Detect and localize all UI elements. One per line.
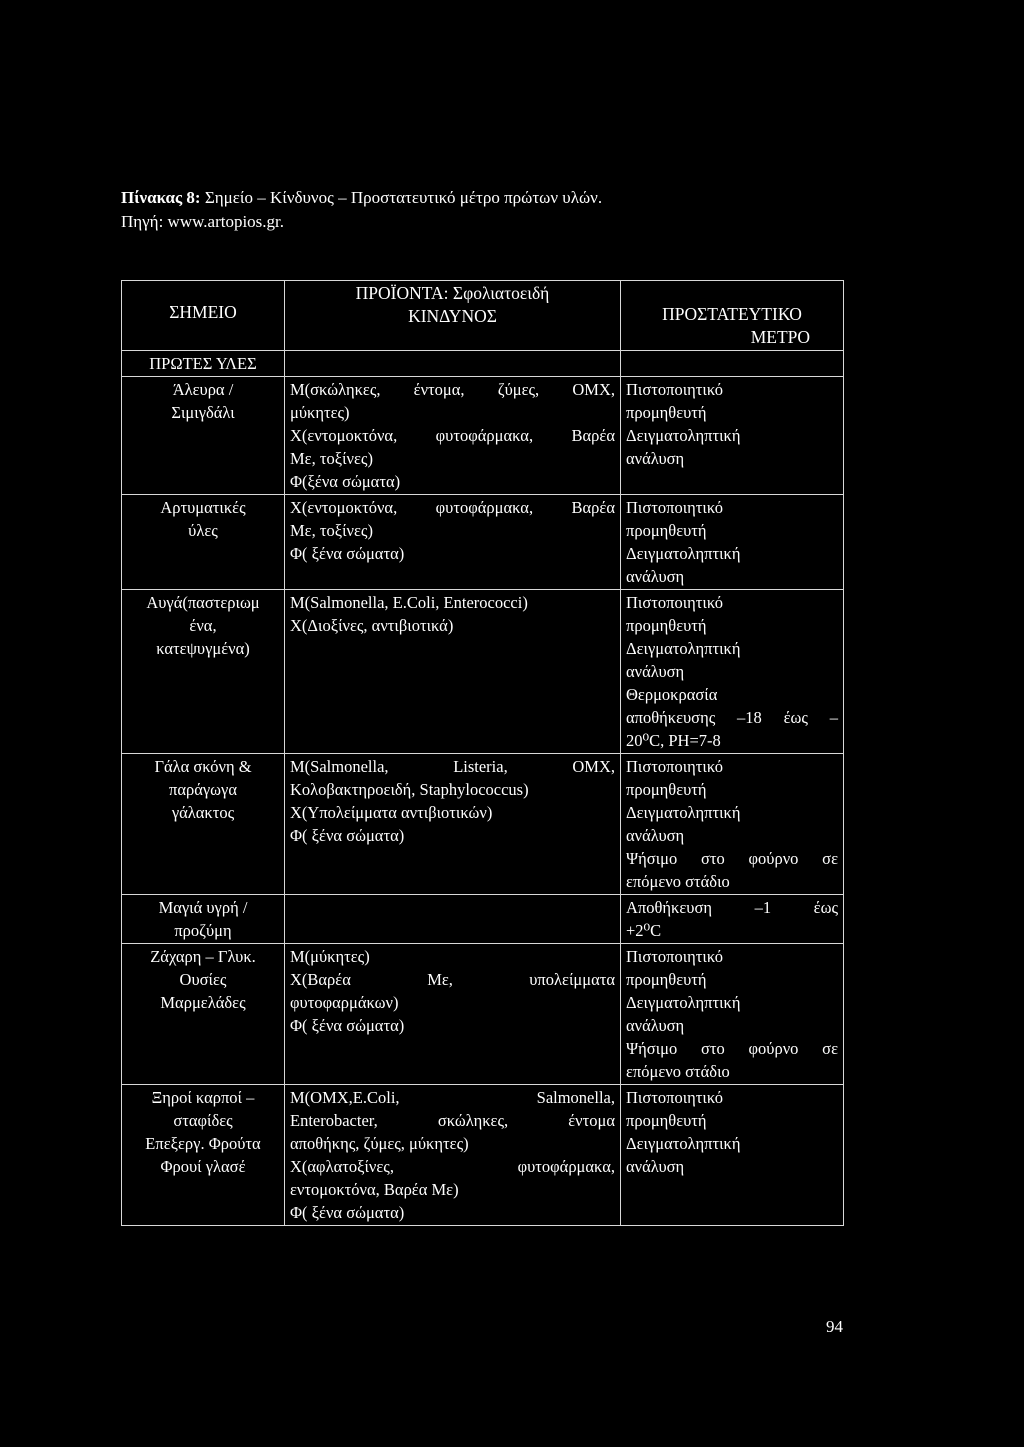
hazard-line: Φ(ξένα σώματα) (290, 472, 401, 491)
measure-line: ανάλυση (626, 1016, 685, 1035)
hazard-cell (285, 590, 621, 754)
point-line: Άλευρα / (172, 380, 234, 399)
header-product: ΠΡΟΪΟΝΤΑ: Σφολιατοειδή (355, 283, 550, 303)
hazard-line: Χ(Διοξίνες, αντιβιοτικά) (290, 616, 454, 635)
measure-line: προμηθευτή (626, 521, 707, 540)
measure-cell (621, 495, 844, 590)
caption-title: Σημείο – Κίνδυνος – Προστατευτικό μέτρο πρώτων υλών. (200, 188, 603, 207)
measure-cell (621, 377, 844, 495)
section-empty-cell (285, 351, 621, 377)
measure-line: ανάλυση (626, 1157, 685, 1176)
hazard-line: Κολοβακτηροειδή, Staphylococcus) (290, 780, 529, 799)
point-line: προζύμη (174, 921, 232, 940)
point-cell (122, 895, 285, 944)
header-hazard (285, 281, 621, 351)
measure-line: προμηθευτή (626, 403, 707, 422)
table-row (122, 377, 844, 495)
point-line: ένα, (189, 616, 217, 635)
hazard-line: Χ(εντομοκτόνα, φυτοφάρμακα, Βαρέα (290, 426, 615, 445)
measure-cell (621, 944, 844, 1085)
hazard-cell (285, 944, 621, 1085)
measure-line: προμηθευτή (626, 1111, 707, 1130)
section-empty-cell (621, 351, 844, 377)
point-line: Μαρμελάδες (160, 993, 246, 1012)
measure-line: 20⁰C, PH=7-8 (626, 731, 721, 750)
hazard-line: Με, τοξίνες) (290, 449, 373, 468)
point-line: γάλακτος (171, 803, 235, 822)
hazard-line: μύκητες) (290, 403, 350, 422)
point-line: ύλες (188, 521, 218, 540)
point-cell (122, 377, 285, 495)
point-cell (122, 754, 285, 895)
table-row (122, 895, 844, 944)
measure-cell (621, 754, 844, 895)
table-row (122, 1085, 844, 1226)
header-measure-line1: ΠΡΟΣΤΑΤΕΥΤΙΚΟ (662, 304, 802, 324)
hazard-line: Φ( ξένα σώματα) (290, 1016, 405, 1035)
point-line: Ξηροί καρποί – (151, 1088, 255, 1107)
hazard-line: Μ(Salmonella, Listeria, ΟΜΧ, (290, 757, 615, 776)
point-line: κατεψυγμένα) (156, 639, 250, 658)
header-row (122, 281, 844, 351)
measure-line: Πιστοποιητικό (626, 757, 724, 776)
measure-line: Πιστοποιητικό (626, 1088, 724, 1107)
measure-line: προμηθευτή (626, 970, 707, 989)
measure-line: επόμενο στάδιο (626, 872, 730, 891)
point-line: Αυγά(παστεριωμ (146, 593, 260, 612)
hazard-line: Μ(ΟΜΧ,E.Coli, Salmonella, (290, 1088, 615, 1107)
point-line: Επεξεργ. Φρούτα (145, 1134, 261, 1153)
measure-line: Δειγματοληπτική (626, 426, 741, 445)
hazard-line: Φ( ξένα σώματα) (290, 1203, 405, 1222)
point-cell (122, 590, 285, 754)
measure-line: ανάλυση (626, 567, 685, 586)
measure-line: Δειγματοληπτική (626, 803, 741, 822)
measure-line: αποθήκευσης –18 έως – (626, 708, 838, 727)
point-cell (122, 944, 285, 1085)
table-row (122, 590, 844, 754)
point-cell (122, 1085, 285, 1226)
hazard-cell (285, 495, 621, 590)
measure-line: Ψήσιμο στο φούρνο σε (626, 849, 838, 868)
table-row (122, 944, 844, 1085)
table-caption (121, 186, 841, 234)
hazard-line: Μ(μύκητες) (290, 947, 370, 966)
table-row (122, 754, 844, 895)
measure-line: Δειγματοληπτική (626, 639, 741, 658)
hazard-table (121, 280, 844, 1226)
hazard-line: Φ( ξένα σώματα) (290, 544, 405, 563)
measure-cell (621, 1085, 844, 1226)
point-line: Ζάχαρη – Γλυκ. (150, 947, 256, 966)
hazard-line: Φ( ξένα σώματα) (290, 826, 405, 845)
measure-line: Δειγματοληπτική (626, 993, 741, 1012)
point-line: Γάλα σκόνη & (154, 757, 252, 776)
header-measure (621, 281, 844, 351)
header-measure-line2: ΜΕΤΡΟ (750, 327, 810, 347)
measure-line: Δειγματοληπτική (626, 1134, 741, 1153)
hazard-line: Χ(εντομοκτόνα, φυτοφάρμακα, Βαρέα (290, 498, 615, 517)
measure-line: επόμενο στάδιο (626, 1062, 730, 1081)
point-line: Ουσίες (179, 970, 227, 989)
hazard-line: Χ(Βαρέα Με, υπολείμματα (290, 970, 615, 989)
caption-title-line (121, 186, 841, 210)
header-point: ΣΗΜΕΙΟ (122, 281, 285, 351)
caption-label: Πίνακας 8: (121, 188, 201, 207)
measure-line: Δειγματοληπτική (626, 544, 741, 563)
hazard-line: φυτοφαρμάκων) (290, 993, 399, 1012)
point-line: παράγωγα (169, 780, 237, 799)
caption-source: Πηγή: www.artopios.gr. (121, 212, 285, 231)
header-hazard-label: ΚΙΝΔΥΝΟΣ (408, 306, 497, 326)
measure-line: προμηθευτή (626, 780, 707, 799)
measure-cell (621, 590, 844, 754)
point-line: Αρτυματικές (160, 498, 246, 517)
hazard-line: Μ(σκώληκες, έντομα, ζύμες, ΟΜΧ, (290, 380, 615, 399)
section-label: ΠΡΩΤΕΣ ΥΛΕΣ (122, 351, 285, 377)
point-line: Μαγιά υγρή / (158, 898, 248, 917)
table-row (122, 495, 844, 590)
hazard-line: Enterobacter, σκώληκες, έντομα (290, 1111, 615, 1130)
section-row (122, 351, 844, 377)
measure-line: ανάλυση (626, 826, 685, 845)
point-line: Σιμιγδάλι (171, 403, 235, 422)
point-line: σταφίδες (173, 1111, 233, 1130)
hazard-line: Μ(Salmonella, E.Coli, Enterococci) (290, 593, 528, 612)
point-cell (122, 495, 285, 590)
measure-line: προμηθευτή (626, 616, 707, 635)
measure-line: Πιστοποιητικό (626, 593, 724, 612)
measure-line: Ψήσιμο στο φούρνο σε (626, 1039, 838, 1058)
measure-line: ανάλυση (626, 449, 685, 468)
measure-cell (621, 895, 844, 944)
hazard-cell (285, 895, 621, 944)
hazard-line: Με, τοξίνες) (290, 521, 373, 540)
hazard-cell (285, 754, 621, 895)
measure-line: ανάλυση (626, 662, 685, 681)
page-number: 94 (826, 1317, 843, 1336)
measure-line: +2⁰C (626, 921, 662, 940)
hazard-cell (285, 1085, 621, 1226)
measure-line: Αποθήκευση –1 έως (626, 898, 838, 917)
hazard-line: εντομοκτόνα, Βαρέα Με) (290, 1180, 459, 1199)
measure-line: Πιστοποιητικό (626, 380, 724, 399)
hazard-line: αποθήκης, ζύμες, μύκητες) (290, 1134, 469, 1153)
measure-line: Πιστοποιητικό (626, 947, 724, 966)
hazard-cell (285, 377, 621, 495)
hazard-line: Χ(Υπολείμματα αντιβιοτικών) (290, 803, 493, 822)
measure-line: Πιστοποιητικό (626, 498, 724, 517)
hazard-line: Χ(αφλατοξίνες, φυτοφάρμακα, (290, 1157, 615, 1176)
point-line: Φρουί γλασέ (160, 1157, 246, 1176)
measure-line: Θερμοκρασία (626, 685, 718, 704)
